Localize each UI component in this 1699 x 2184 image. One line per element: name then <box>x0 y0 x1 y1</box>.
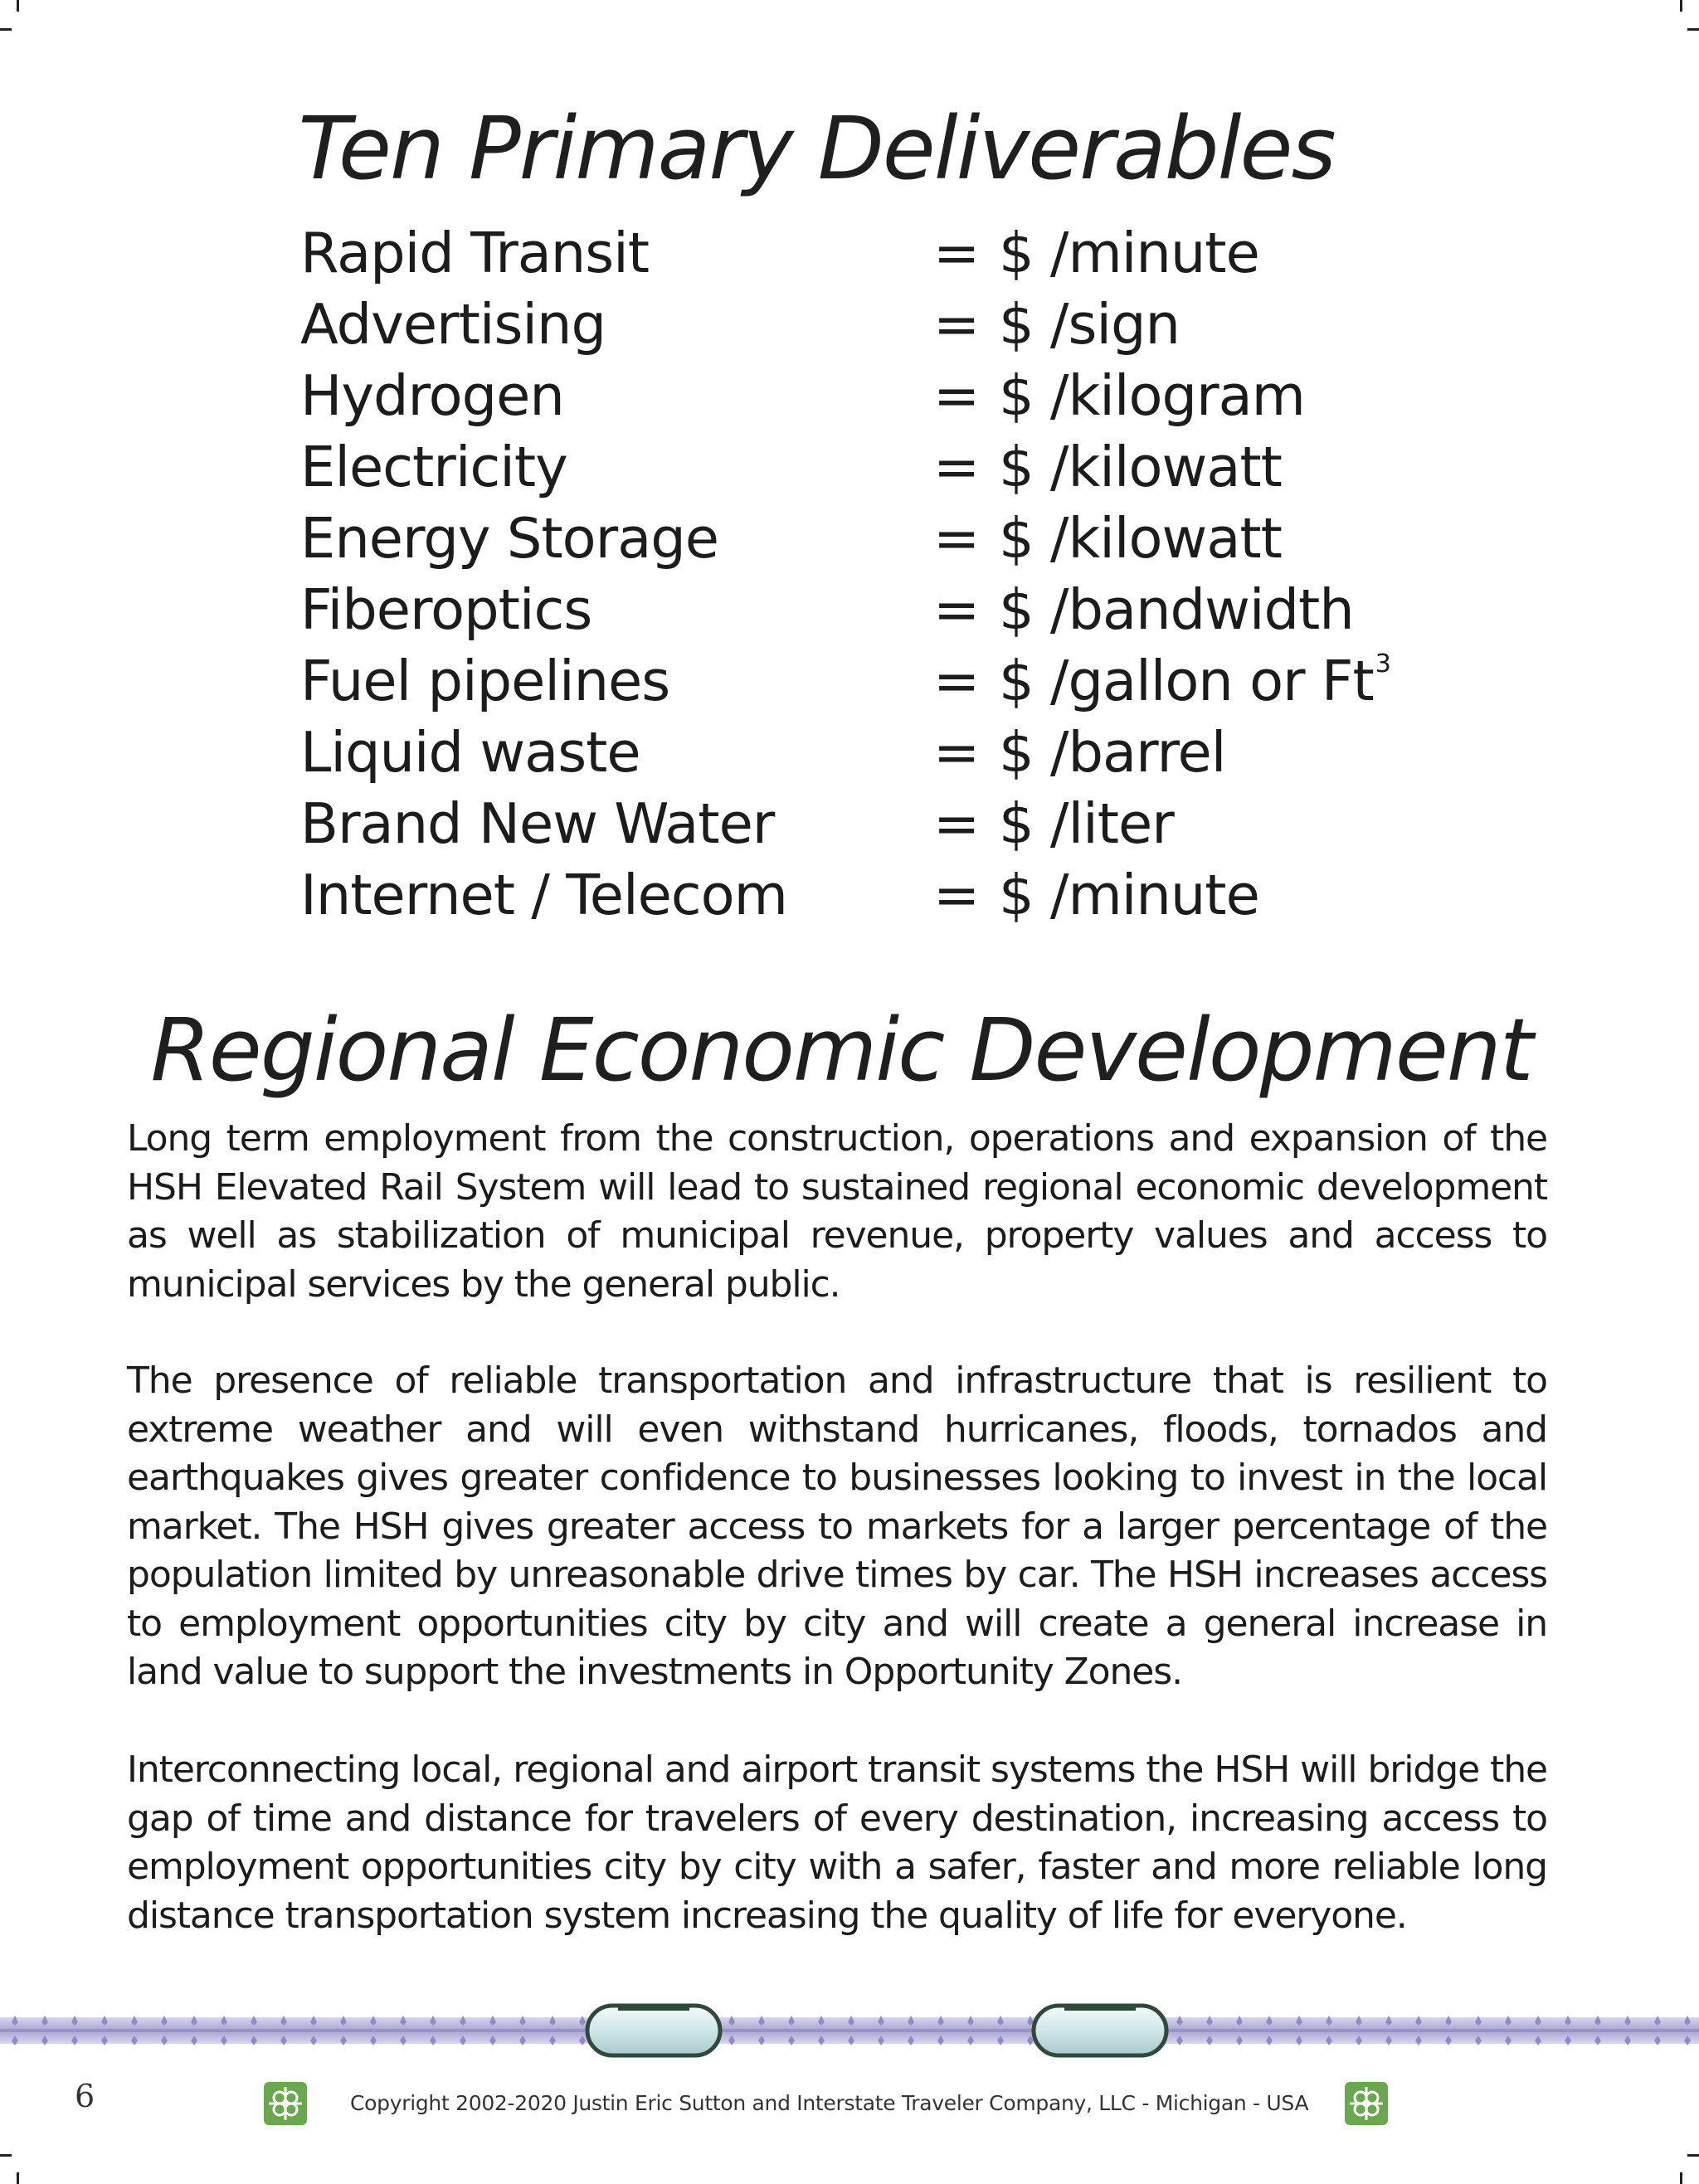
list-item <box>300 503 1462 574</box>
deliverables-list <box>300 217 1462 931</box>
equals-sign: = <box>933 649 980 713</box>
rate-text: $ /barrel <box>999 720 1226 785</box>
copyright-text: Copyright 2002-2020 Justin Eric Sutton and Interstate Traveler Company, LLC - Michigan - USA <box>350 2091 1309 2115</box>
deliverable-rate <box>999 503 1282 574</box>
equals-sign: = <box>933 720 980 785</box>
deliverable-name: Brand New Water <box>300 791 775 856</box>
rate-text: $ /gallon or Ft <box>999 649 1374 713</box>
deliverable-rate <box>999 217 1259 289</box>
crop-mark <box>0 2154 12 2157</box>
deliverable-name: Fuel pipelines <box>300 649 670 713</box>
deliverable-rate <box>999 431 1282 503</box>
deliverable-name: Liquid waste <box>300 720 640 785</box>
deliverable-rate <box>999 717 1225 788</box>
list-item <box>300 574 1462 645</box>
list-item <box>300 217 1462 289</box>
crop-mark <box>17 0 19 12</box>
company-logo-icon <box>264 2082 307 2125</box>
list-item <box>300 645 1462 717</box>
crop-mark <box>1680 0 1682 12</box>
paragraph-interconnecting: Interconnecting local, regional and airport transit systems the HSH will bridge the gap of time and distance for travelers of every destination, increasing access to employment opportunities city by city with a safer, faster and more reliable long distance transportation system increasing the quality of life for everyone. <box>127 1749 1547 1937</box>
deliverable-rate <box>999 574 1354 645</box>
rail-banner-graphic <box>0 1997 1699 2064</box>
paragraph-infrastructure: The presence of reliable transportation and infrastructure that is resilient to extreme weather and will even withstand hurricanes, floods, tornados and earthquakes gives greater confidence to businesses looking to invest in the local market. The HSH gives greater access to markets for a larger percentage of the population limited by unreasonable drive times by car. The HSH increases access to employment opportunities city by city and will create a general increase in land value to support the investments in Opportunity Zones. <box>127 1360 1547 1693</box>
list-item <box>300 431 1462 503</box>
superscript: 3 <box>1375 649 1390 679</box>
deliverable-rate <box>999 859 1259 931</box>
crop-mark <box>17 2172 19 2184</box>
deliverable-name: Fiberoptics <box>300 577 592 642</box>
rate-text: $ /minute <box>999 863 1259 927</box>
crop-mark <box>1687 2154 1699 2157</box>
page-number: 6 <box>75 2078 95 2114</box>
deliverable-name: Hydrogen <box>300 363 564 428</box>
equals-sign: = <box>933 791 980 856</box>
deliverable-name: Energy Storage <box>300 506 719 571</box>
crop-mark <box>1680 2172 1682 2184</box>
rate-text: $ /kilowatt <box>999 506 1282 571</box>
paragraph-employment: Long term employment from the construction, operations and expansion of the HSH Elevated Rail System will lead to sustained regional economic development as well as stabilization of municipal revenue, property values and access to municipal services by the general public. <box>127 1117 1547 1306</box>
rate-text: $ /kilowatt <box>999 435 1282 499</box>
deliverable-name: Advertising <box>300 292 606 357</box>
deliverables-heading: Ten Primary Deliverables <box>298 98 1335 199</box>
deliverable-rate <box>999 788 1174 859</box>
rate-text: $ /liter <box>999 791 1174 856</box>
crop-mark <box>1687 28 1699 31</box>
equals-sign: = <box>933 435 980 499</box>
rate-text: $ /kilogram <box>999 363 1305 428</box>
pod-right <box>1034 2006 1166 2055</box>
equals-sign: = <box>933 863 980 927</box>
list-item <box>300 859 1462 931</box>
list-item <box>300 717 1462 788</box>
pod-left <box>587 2006 720 2055</box>
list-item <box>300 289 1462 360</box>
equals-sign: = <box>933 292 980 357</box>
deliverable-rate <box>999 360 1305 431</box>
deliverable-rate <box>999 289 1180 360</box>
rate-text: $ /minute <box>999 221 1259 285</box>
equals-sign: = <box>933 221 980 285</box>
deliverable-rate <box>999 645 1390 728</box>
deliverable-name: Electricity <box>300 435 567 499</box>
development-heading: Regional Economic Development <box>150 1000 1532 1101</box>
rate-text: $ /sign <box>999 292 1181 357</box>
company-logo-icon <box>1345 2082 1388 2125</box>
deliverable-name: Internet / Telecom <box>300 863 787 927</box>
equals-sign: = <box>933 577 980 642</box>
rate-text: $ /bandwidth <box>999 577 1354 642</box>
equals-sign: = <box>933 363 980 428</box>
equals-sign: = <box>933 506 980 571</box>
deliverable-name: Rapid Transit <box>300 221 650 285</box>
list-item <box>300 788 1462 859</box>
list-item <box>300 360 1462 431</box>
crop-mark <box>0 28 12 31</box>
